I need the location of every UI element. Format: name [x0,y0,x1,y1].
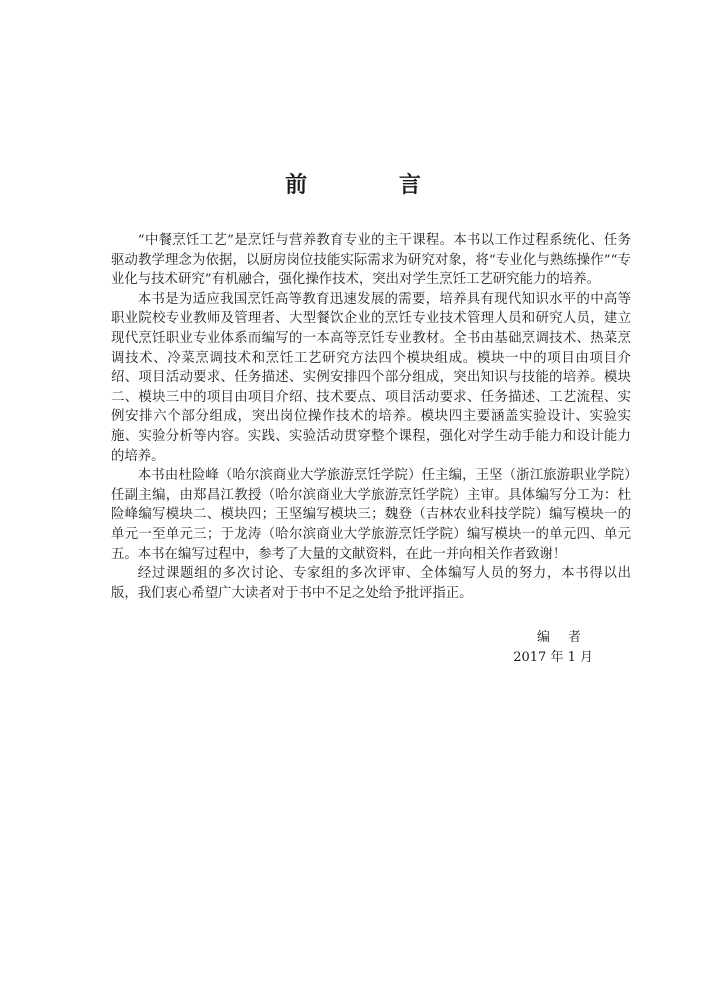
signature-block [440,628,599,668]
paragraph-1: “中餐烹饪工艺”是烹饪与营养教育专业的主干课程。本书以工作过程系统化、任务驱动教学理念为依据，以厨房岗位技能实际需求为研究对象，将“专业化与熟练操作”“专业化与技术研究”有机融合，强化操作技术，突出对学生烹饪工艺研究能力的培养。 [111,233,631,288]
page-title: 前 言 [285,173,463,198]
paragraph-2: 本书是为适应我国烹饪高等教育迅速发展的需要，培养具有现代知识水平的中高等职业院校专业教师及管理者、大型餐饮企业的烹饪专业技术管理人员和研究人员，建立现代烹饪职业专业体系而编写的一本高等烹饪专业教材。全书由基础烹调技术、热菜烹调技术、冷菜烹调技术和烹饪工艺研究方法四个模块组成。模块一中的项目由项目介绍、项目活动要求、任务描述、实例安排四个部分组成，突出知识与技能的培养。模块二、模块三中的项目由项目介绍、技术要点、项目活动要求、任务描述、工艺流程、实例安排六个部分组成，突出岗位操作技术的培养。模块四主要涵盖实验设计、实验实施、实验分析等内容。实践、实验活动贯穿整个课程，强化对学生动手能力和设计能力的培养。 [111,291,631,464]
preface-body [111,231,631,603]
author-label: 编者 [536,630,599,645]
paragraph-4: 经过课题组的多次讨论、专家组的多次评审、全体编写人员的努力，本书得以出版，我们衷心希望广大读者对于书中不足之处给予批评指正。 [111,566,631,601]
signature-date: 2017 年 1 月 [513,650,593,665]
paragraph-3: 本书由杜险峰（哈尔滨商业大学旅游烹饪学院）任主编，王坚（浙江旅游职业学院）任副主编，由郑昌江教授（哈尔滨商业大学旅游烹饪学院）主审。具体编写分工为：杜险峰编写模块二、模块四；王坚编写模块三；魏登（吉林农业科技学院）编写模块一的单元一至单元三；于龙涛（哈尔滨商业大学旅游烹饪学院）编写模块一的单元四、单元五。本书在编写过程中，参考了大量的文献资料，在此一并向相关作者致谢！ [111,468,631,562]
